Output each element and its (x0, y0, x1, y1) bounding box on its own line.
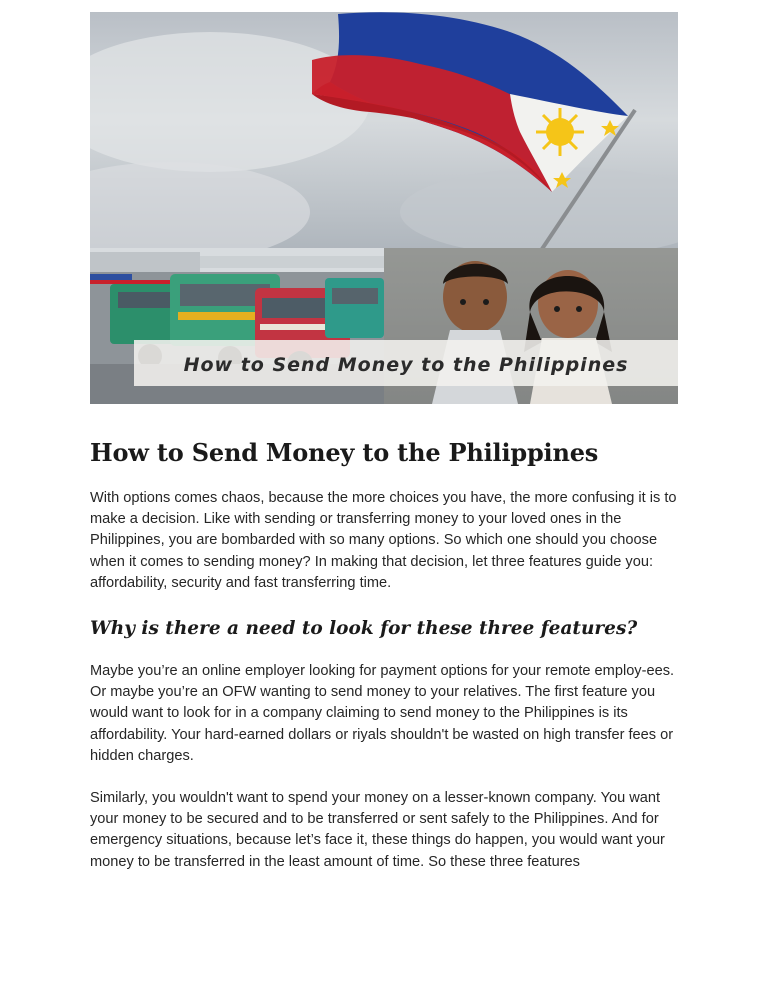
hero-image (90, 12, 678, 404)
intro-paragraph: With options comes chaos, because the more choices you have, the more confusing it is to make a decision. Like with sending or transferring money to your loved ones in the Philippines, you are bombarded with so many options. So which one should you choose when it comes to sending money? In making that decision, let three features guide you: affordability, security and fast transferring time. (90, 490, 677, 591)
hero-illustration (90, 12, 678, 404)
document-page (90, 12, 678, 873)
body-paragraph-2: Maybe you’re an online employer looking for payment options for your remote employ-ees. Or maybe you’re an OFW wanting to send money to your relatives. The first feature you would want to look for in a company claiming to send money to the Philippines is its affordability. Your hard-earned dollars or riyals shouldn't be wasted on high transfer fees or hidden charges. (90, 663, 675, 764)
body-paragraph-3: Similarly, you wouldn't want to spend your money on a lesser-known company. You want your money to be secured and to be transferred or sent safely to the Philippines. And for emergency situations, because let’s face it, these things do happen, you would want your money to be transferred in the least amount of time. So these three features (90, 790, 665, 870)
article-title: How to Send Money to the Philippines (90, 438, 599, 467)
banner-title: How to Send Money to the Philippines (183, 354, 629, 376)
section-heading: Why is there a need to look for these three features? (90, 618, 638, 640)
